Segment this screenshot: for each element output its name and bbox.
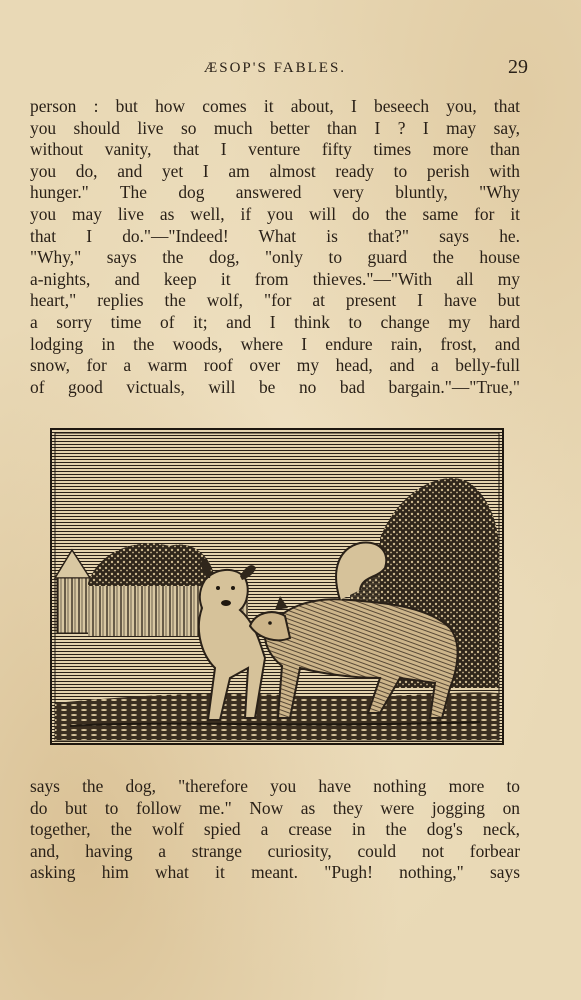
text-line: you should live so much better than I ? I may say, — [30, 117, 520, 138]
body-text-top — [30, 96, 520, 398]
text-line: heart," replies the wolf, "for at present I have but — [30, 290, 520, 311]
running-title: ÆSOP'S FABLES. — [203, 60, 347, 76]
text-line: you do, and yet I am almost ready to perish with — [30, 160, 520, 181]
page-number: 29 — [508, 56, 528, 78]
text-line: says the dog, "therefore you have nothing more to — [30, 776, 520, 796]
text-line: and, having a strange curiosity, could not forbear — [30, 840, 520, 861]
text-line: lodging in the woods, where I endure rain, frost, and — [30, 333, 520, 354]
text-line: without vanity, that I venture fifty times more than — [30, 139, 520, 160]
running-head — [30, 56, 528, 82]
text-line: together, the wolf spied a crease in the dog's neck, — [30, 819, 520, 840]
text-line: of good victuals, will be no bad bargain."—"True," — [30, 376, 520, 397]
text-line: snow, for a warm roof over my head, and a belly-full — [30, 355, 520, 376]
text-line: "Why," says the dog, "only to guard the house — [30, 247, 520, 268]
text-line: do but to follow me." Now as they were jogging on — [30, 797, 520, 818]
text-line: asking him what it meant. "Pugh! nothing," says — [30, 862, 520, 883]
text-line: a-nights, and keep it from thieves."—"With all my — [30, 268, 520, 289]
text-line: you may live as well, if you will do the same for it — [30, 203, 520, 224]
body-text-bottom — [30, 776, 520, 884]
woodcut-illustration — [50, 428, 504, 745]
text-line: hunger." The dog answered very bluntly, "Why — [30, 182, 520, 203]
text-line: that I do."—"Indeed! What is that?" says he. — [30, 225, 520, 246]
text-line: person : but how comes it about, I beseech you, that — [30, 96, 520, 116]
text-line: a sorry time of it; and I think to change my hard — [30, 311, 520, 332]
